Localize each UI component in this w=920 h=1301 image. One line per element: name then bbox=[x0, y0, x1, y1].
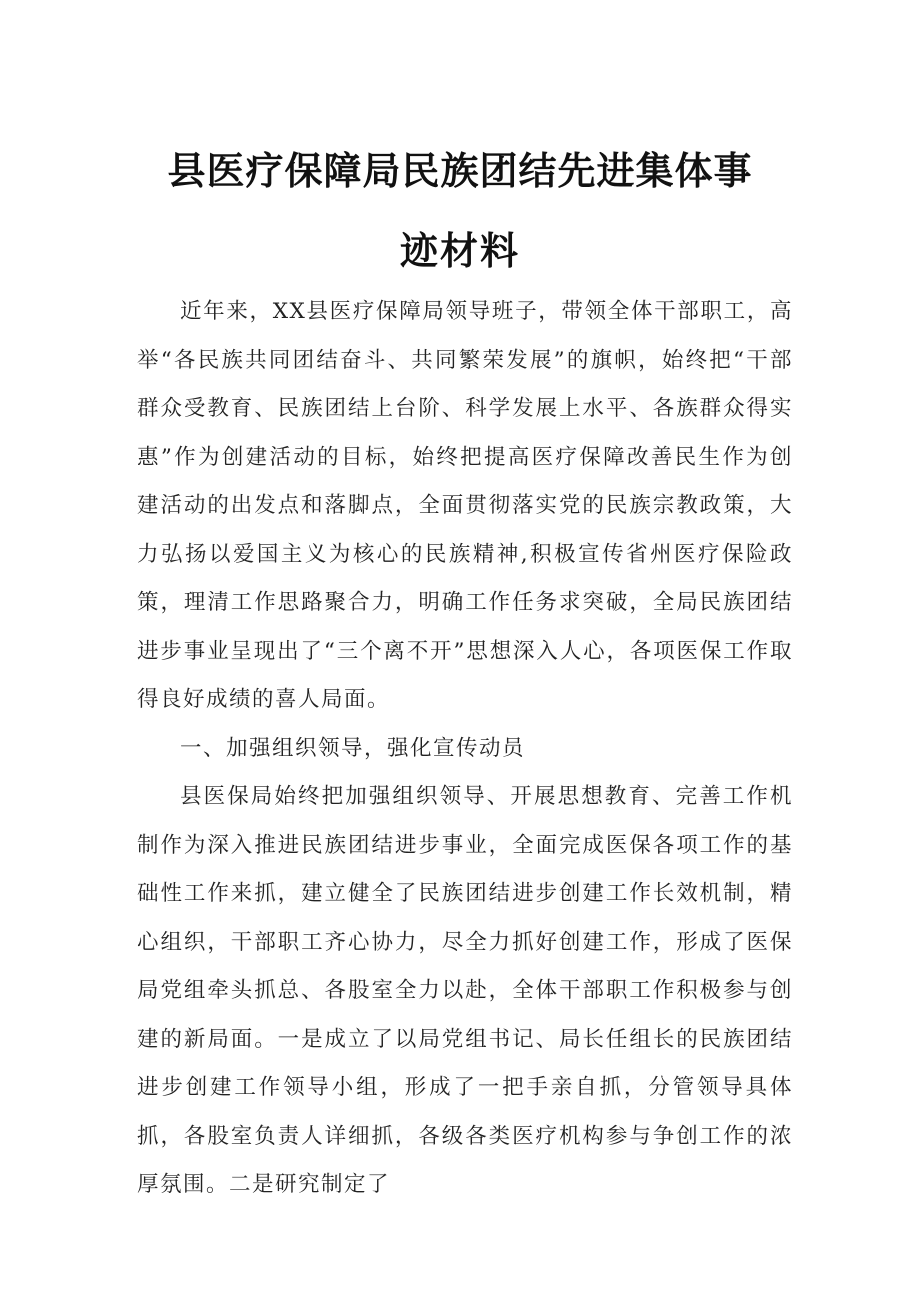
document-body bbox=[137, 288, 793, 1210]
paragraph-intro: 近年来，XX县医疗保障局领导班子，带领全体干部职工，高举“各民族共同团结奋斗、共同繁荣发展”的旗帜，始终把“干部群众受教育、民族团结上台阶、科学发展上水平、各族群众得实惠”作为创建活动的目标，始终把提高医疗保障改善民生作为创建活动的出发点和落脚点，全面贯彻落实党的民族宗教政策，大力弘扬以爱国主义为核心的民族精神,积极宣传省州医疗保险政策，理清工作思路聚合力，明确工作任务求突破，全局民族团结进步事业呈现出了“三个离不开”思想深入人心，各项医保工作取得良好成绩的喜人局面。 bbox=[137, 299, 793, 712]
document-title-line-1: 县医疗保障局民族团结先进集体事 bbox=[167, 149, 753, 193]
paragraph-section-1: 县医保局始终把加强组织领导、开展思想教育、完善工作机制作为深入推进民族团结进步事业，全面完成医保各项工作的基础性工作来抓，建立健全了民族团结进步创建工作长效机制，精心组织，干部职工齐心协力，尽全力抓好创建工作，形成了医保局党组牵头抓总、各股室全力以赴，全体干部职工作积极参与创建的新局面。一是成立了以局党组书记、局长任组长的民族团结进步创建工作领导小组，形成了一把手亲自抓，分管领导具体抓，各股室负责人详细抓，各级各类医疗机构参与争创工作的浓厚氛围。二是研究制定了 bbox=[137, 784, 793, 1197]
section-heading-1: 一、加强组织领导，强化宣传动员 bbox=[180, 735, 526, 761]
document-title-line-2: 迹材料 bbox=[399, 229, 520, 273]
